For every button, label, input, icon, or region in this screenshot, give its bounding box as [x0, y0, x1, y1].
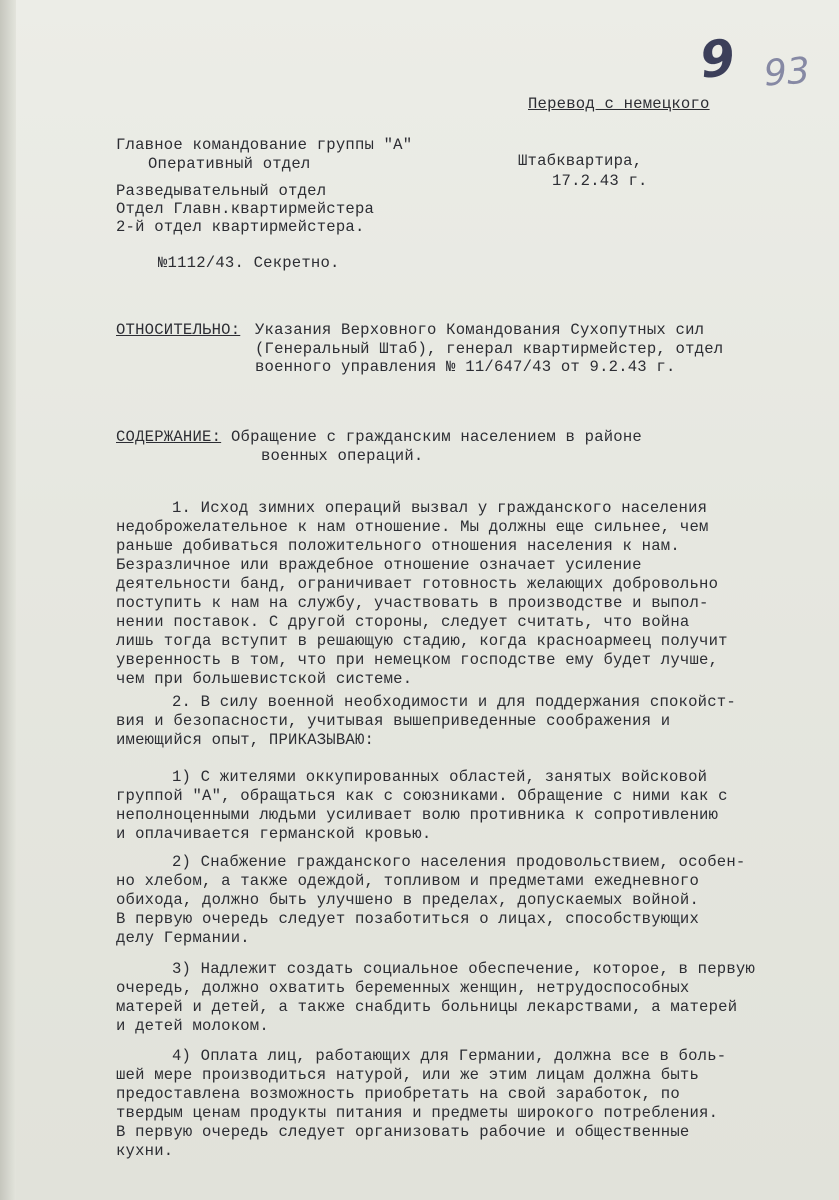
sender-line-4: Отдел Главн.квартирмейстера	[116, 200, 375, 218]
page-edge-shadow	[0, 0, 16, 1200]
item2-line: 2) Снабжение гражданского населения продовольствием, особен-	[172, 853, 746, 871]
item4-line: 4) Оплата лиц, работающих для Германии, должна все в боль-	[172, 1047, 727, 1065]
item1-line: неполноценными людьми усиливает волю противника к сопротивлению	[116, 806, 719, 824]
reference-line-1: Указания Верховного Командования Сухопутных сил	[255, 321, 705, 339]
paragraph-1	[116, 499, 816, 689]
order-item-4	[116, 1047, 816, 1161]
item4-line: твердым ценам продукты питания и предметы широкого потребления.	[116, 1104, 719, 1122]
item2-line: но хлебом, а также одеждой, топливом и предметами ежедневного	[116, 872, 700, 890]
p1-line: деятельности банд, ограничивает готовность желающих добровольно	[116, 575, 719, 593]
p2-line: 2. В силу военной необходимости и для поддержания спокойст-	[172, 693, 736, 711]
item3-line: матерей и детей, а также снабдить больницы лекарствами, а матерей	[116, 998, 738, 1016]
p1-line: недоброжелательное к нам отношение. Мы должны еще сильнее, чем	[116, 518, 709, 536]
sender-line-2: Оперативный отдел	[148, 155, 311, 173]
sender-line-3: Разведывательный отдел	[116, 182, 327, 200]
item4-line: шей мере производиться натурой, или же этим лицам должна быть	[116, 1066, 700, 1084]
document-number: №1112/43. Секретно.	[158, 254, 340, 272]
item4-line: предоставлена возможность приобретать на свой заработок, по	[116, 1085, 680, 1103]
item1-line: и оплачивается германской кровью.	[116, 825, 432, 843]
subject-line-2: военных операций.	[261, 447, 424, 465]
p1-line: Безразличное или враждебное отношение означает усиление	[116, 556, 642, 574]
p2-line: вия и безопасности, учитывая вышеприведенные соображения и	[116, 712, 671, 730]
p1-line: раньше добиваться положительного отношения населения к нам.	[116, 537, 680, 555]
p1-line: поступить к нам на службу, участвовать в производстве и выпол-	[116, 594, 709, 612]
p1-line: чем при большевистской системе.	[116, 670, 413, 688]
sender-line-1: Главное командование группы "А"	[116, 136, 413, 154]
item2-line: В первую очередь следует позаботиться о лицах, способствующих	[116, 910, 700, 928]
order-item-2	[116, 853, 816, 948]
handwritten-page-number: 9	[697, 28, 738, 90]
item3-line: 3) Надлежит создать социальное обеспечение, которое, в первую	[172, 960, 756, 978]
subject-label: СОДЕРЖАНИЕ:	[116, 428, 222, 446]
header-date: 17.2.43 г.	[552, 172, 648, 190]
p2-line: имеющийся опыт, ПРИКАЗЫВАЮ:	[116, 731, 375, 749]
reference-line-3: военного управления № 11/647/43 от 9.2.43 г.	[255, 358, 676, 376]
order-item-1	[116, 768, 816, 844]
translation-note: Перевод с немецкого	[528, 95, 710, 113]
reference-label: ОТНОСИТЕЛЬНО:	[116, 321, 241, 339]
subject-line-1: Обращение с гражданским населением в районе	[231, 428, 642, 446]
p1-line: нении поставок. С другой стороны, следует считать, что война	[116, 613, 690, 631]
p1-line: уверенность в том, что при немецком господстве ему будет лучше,	[116, 651, 719, 669]
p1-line: 1. Исход зимних операций вызвал у гражданского населения	[172, 499, 708, 517]
paragraph-2	[116, 693, 816, 750]
item4-line: кухни.	[116, 1142, 174, 1160]
sender-line-5: 2-й отдел квартирмейстера.	[116, 218, 365, 236]
item1-line: 1) С жителями оккупированных областей, занятых войсковой	[172, 768, 708, 786]
item4-line: В первую очередь следует организовать рабочие и общественные	[116, 1123, 690, 1141]
order-item-3	[116, 960, 816, 1036]
header-place: Штабквартира,	[518, 152, 643, 170]
handwritten-secondary-number: 93	[762, 50, 812, 95]
item2-line: обихода, должно быть улучшено в пределах, допускаемых войной.	[116, 891, 700, 909]
p1-line: лишь тогда вступит в решающую стадию, когда красноармеец получит	[116, 632, 728, 650]
item1-line: группой "А", обращаться как с союзниками. Обращение с ними как с	[116, 787, 728, 805]
item2-line: делу Германии.	[116, 929, 250, 947]
item3-line: очередь, должно охватить беременных женщин, нетрудоспособных	[116, 979, 690, 997]
reference-line-2: (Генеральный Штаб), генерал квартирмейстер, отдел	[255, 340, 724, 358]
item3-line: и детей молоком.	[116, 1017, 269, 1035]
